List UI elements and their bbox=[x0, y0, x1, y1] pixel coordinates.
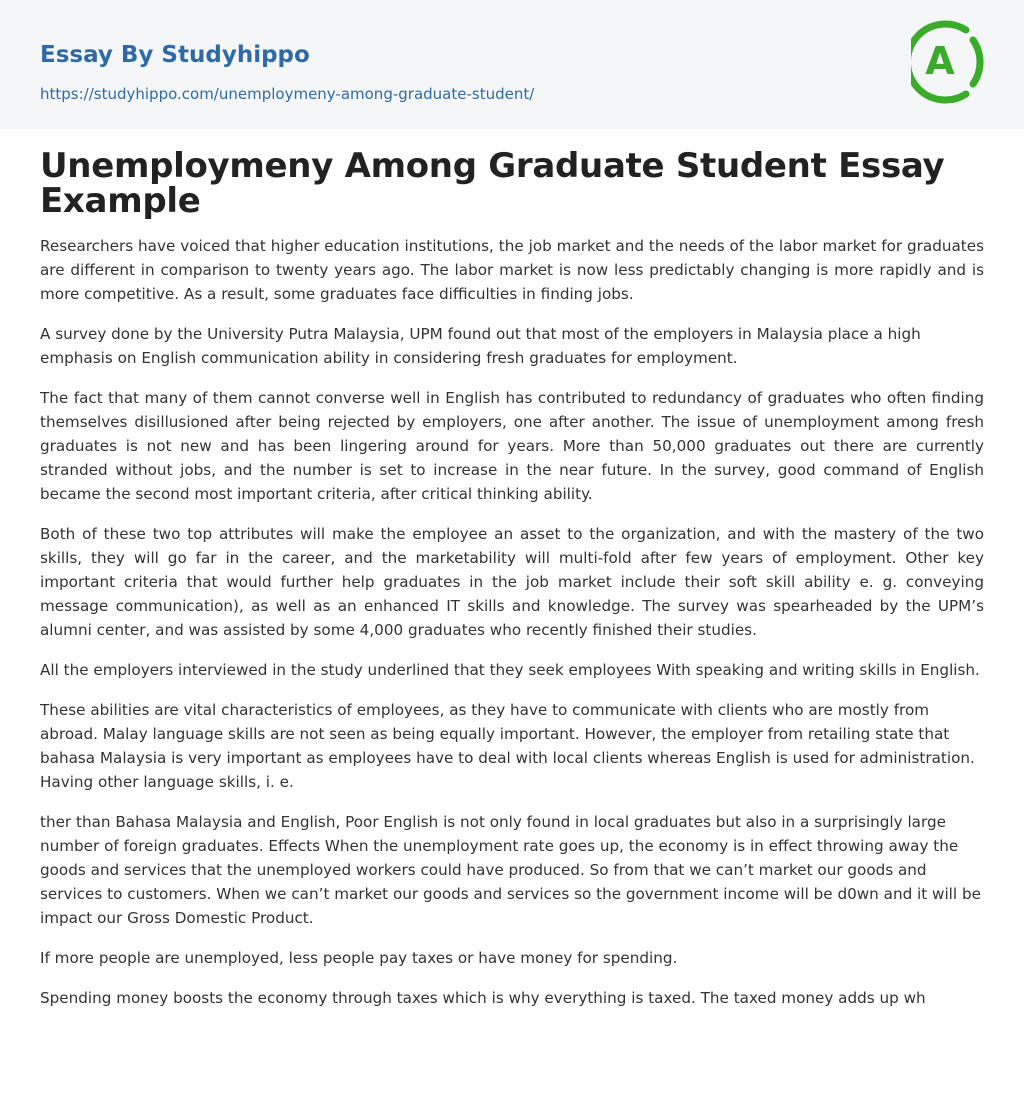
studyhippo-logo-icon[interactable] bbox=[911, 18, 987, 106]
essay-title: Unemploymeny Among Graduate Student Essay Example bbox=[40, 146, 945, 221]
paragraph-8: If more people are unemployed, less people pay taxes or have money for spending. bbox=[40, 949, 678, 967]
paragraph-7: ther than Bahasa Malaysia and English, Poor English is not only found in local graduates but also in a surprisingly large number of foreign graduates. Effects When the unemployment rate goes up, the economy is in effect throwing away the goods and services that the unemployed workers could have produced. So from that we can’t market our goods and services to customers. When we can’t market our goods and services so the government income will be d0wn and it will be impact our Gross Domestic Product. bbox=[40, 813, 981, 927]
paragraph-9: Spending money boosts the economy through taxes which is why everything is taxed. The taxed money adds up wh bbox=[40, 989, 926, 1007]
paragraph-4: Both of these two top attributes will make the employee an asset to the organization, and with the mastery of the two skills, they will go far in the career, and the marketability will multi-fold after few years of employment. Other key important criteria that would further help graduates in the job market include their soft skill ability e. g. conveying message communication), as well as an enhanced IT skills and knowledge. The survey was spearheaded by the UPM’s alumni center, and was assisted by some 4,000 graduates who recently finished their studies. bbox=[40, 525, 984, 639]
site-header bbox=[0, 0, 1024, 129]
site-brand[interactable]: Essay By Studyhippo bbox=[40, 42, 310, 68]
logo-ring-right bbox=[973, 40, 980, 84]
paragraph-1: Researchers have voiced that higher education institutions, the job market and the needs of the labor market for graduates are different in comparison to twenty years ago. The labor market is now less predictably changing is more rapidly and is more competitive. As a result, some graduates face difficulties in finding jobs. bbox=[40, 237, 984, 303]
logo-letter: A bbox=[925, 39, 955, 83]
paragraph-5: All the employers interviewed in the study underlined that they seek employees With speaking and writing skills in English. bbox=[40, 661, 980, 679]
paragraph-6: These abilities are vital characteristics of employees, as they have to communicate with clients who are mostly from abroad. Malay language skills are not seen as being equally important. However, the employer from retailing state that bahasa Malaysia is very important as employees have to deal with local clients whereas English is used for administration. Having other language skills, i. e. bbox=[40, 701, 975, 791]
paragraph-2: A survey done by the University Putra Malaysia, UPM found out that most of the employers in Malaysia place a high emphasis on English communication ability in considering fresh graduates for employment. bbox=[40, 325, 921, 367]
paragraph-3: The fact that many of them cannot converse well in English has contributed to redundancy of graduates who often finding themselves disillusioned after being rejected by employers, one after another. The issue of unemployment among fresh graduates is not new and has been lingering around for years. More than 50,000 graduates out there are currently stranded without jobs, and the number is set to increase in the near future. In the survey, good command of English became the second most important criteria, after critical thinking ability. bbox=[40, 389, 984, 503]
essay-body bbox=[40, 234, 984, 1026]
source-url-link[interactable]: https://studyhippo.com/unemploymeny-among-graduate-student/ bbox=[40, 85, 535, 103]
